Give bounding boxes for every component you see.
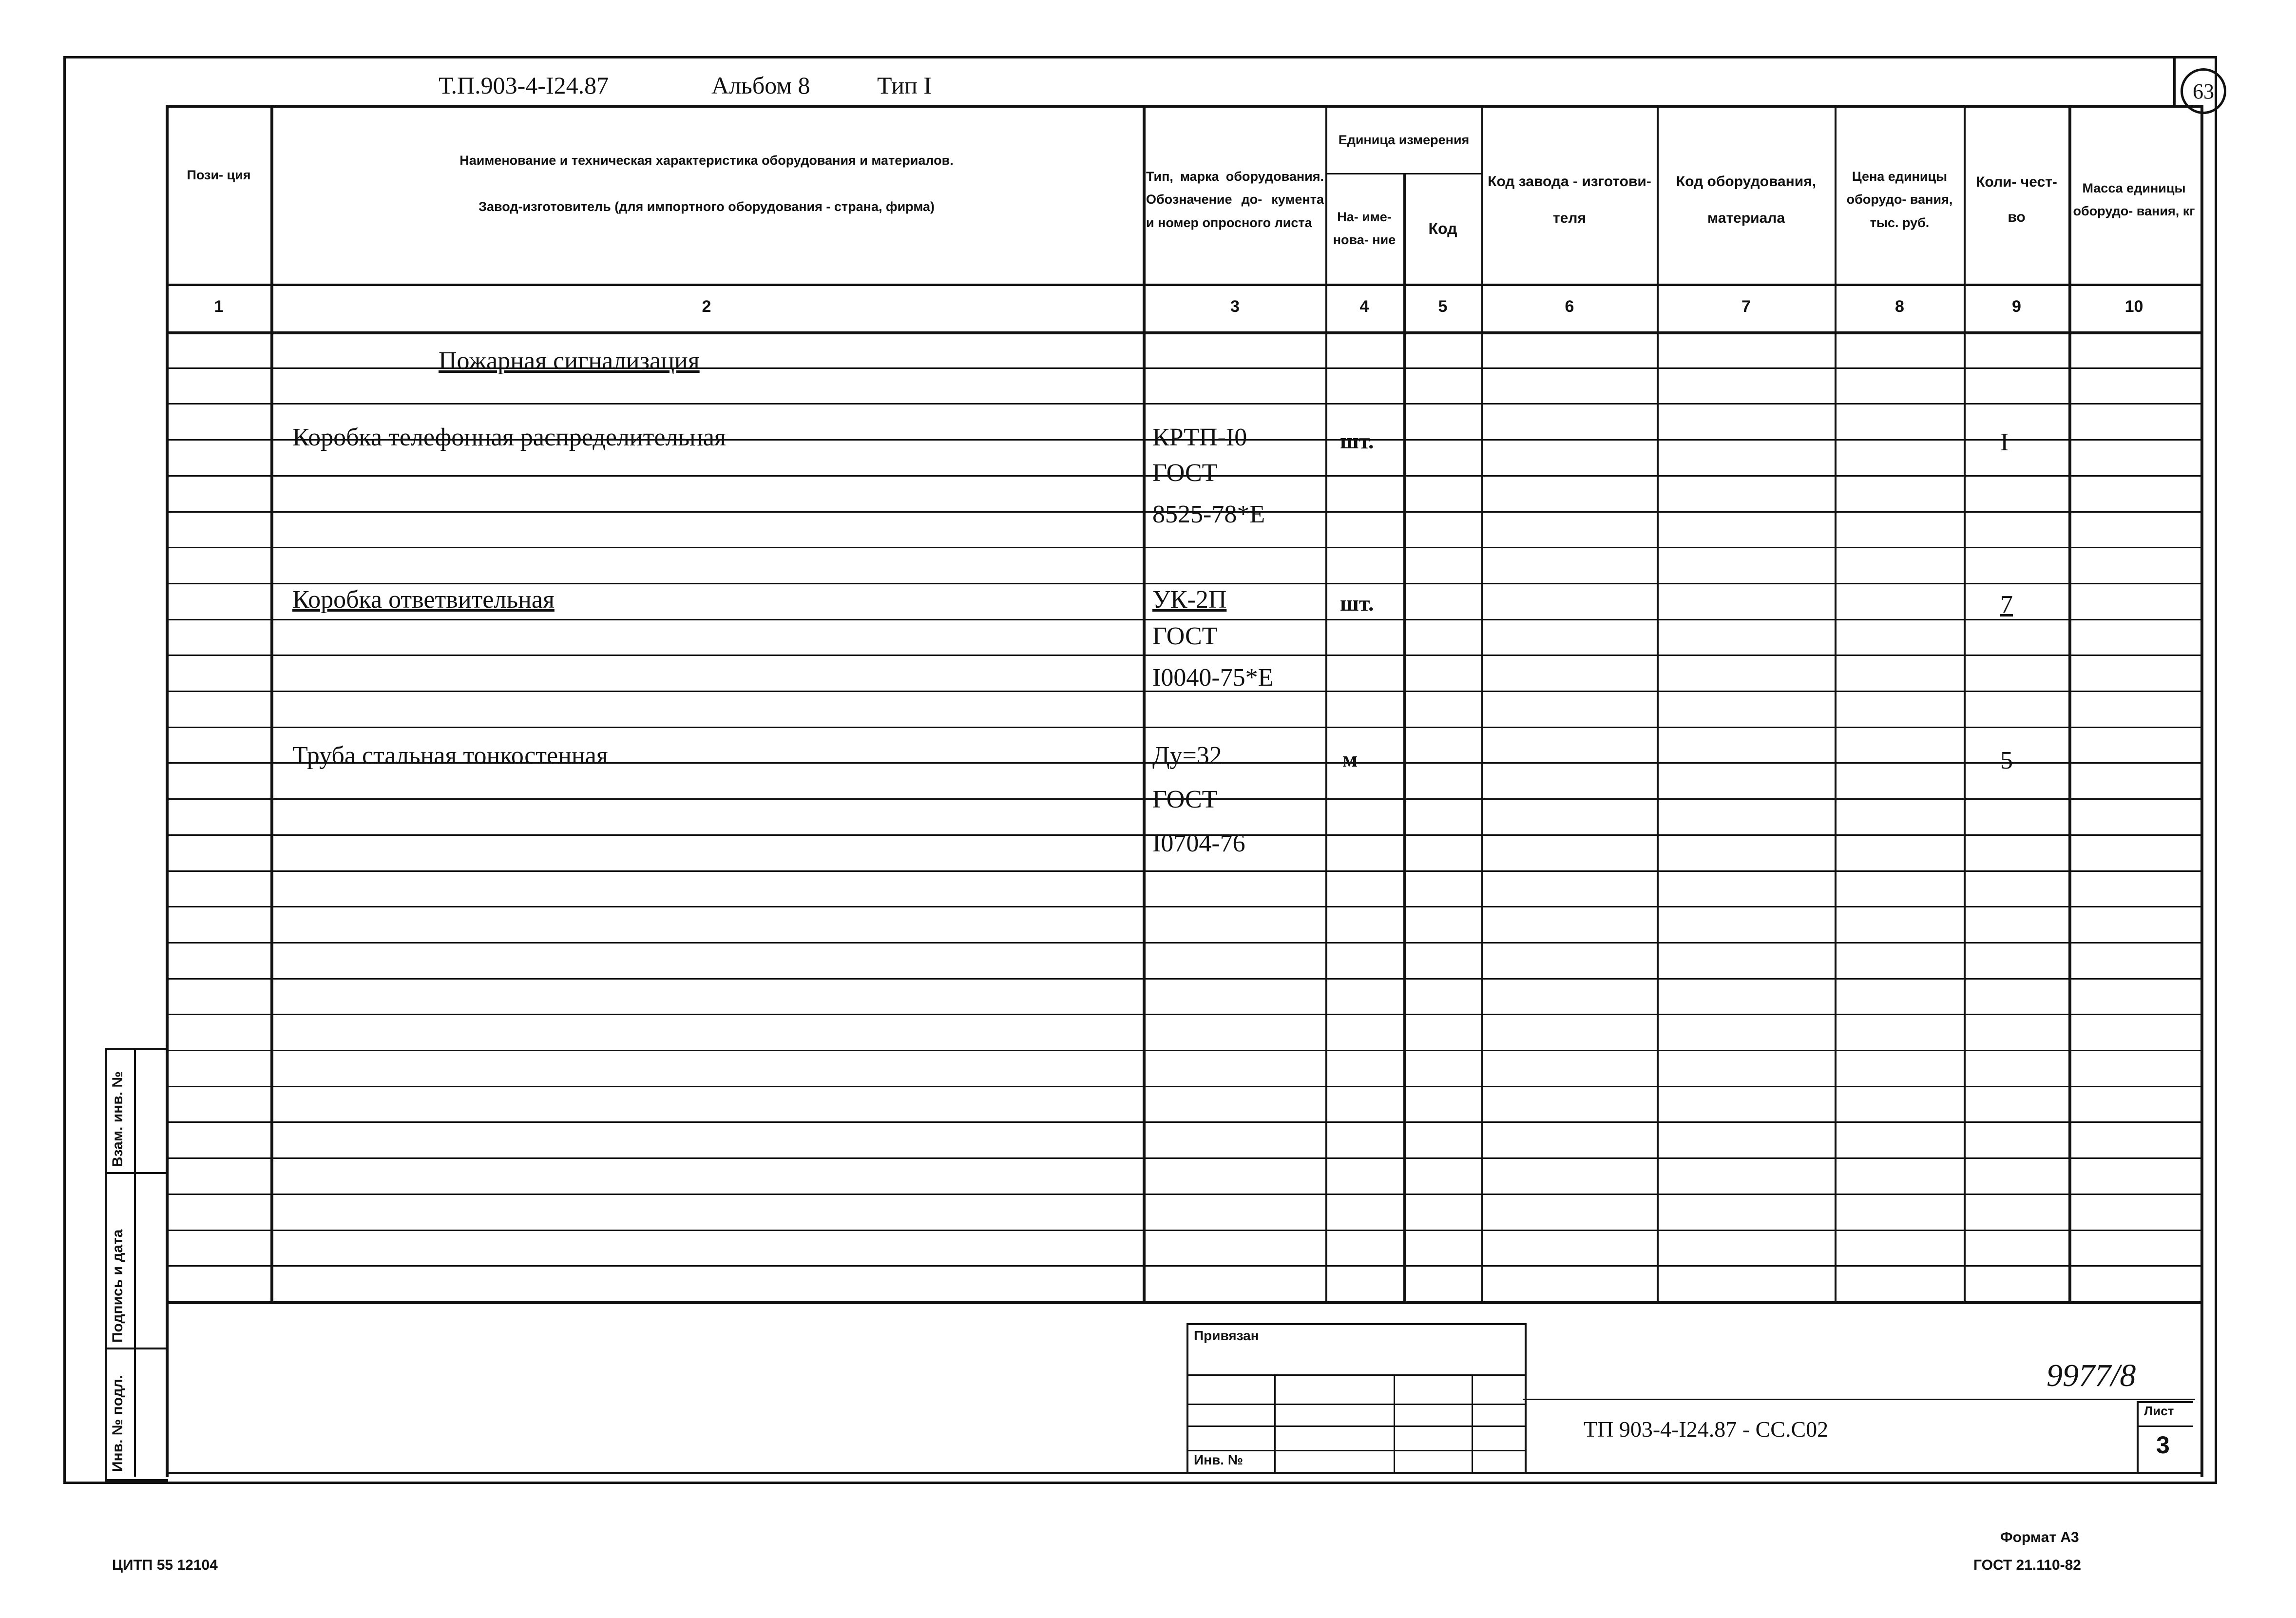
- row-separator: [166, 727, 2200, 728]
- row-separator: [166, 906, 2200, 907]
- item-mark: 8525-78*Е: [1152, 501, 1265, 528]
- item-name: Коробка телефонная распределительная: [292, 424, 726, 451]
- row-separator: [166, 655, 2200, 656]
- header-mass: Масса единицы оборудо- вания, кг: [2073, 180, 2195, 218]
- col-number: 4: [1359, 297, 1369, 316]
- row-separator: [166, 1050, 2200, 1051]
- header-unit-name: На- име- нова- ние: [1333, 209, 1396, 247]
- header-price: Цена единицы оборудо- вания, тыс. руб.: [1846, 169, 1953, 230]
- row-separator: [166, 1121, 2200, 1123]
- title-album: Альбом 8: [711, 72, 810, 99]
- col-number: 2: [702, 297, 711, 316]
- header-unit-code: Код: [1428, 220, 1457, 237]
- header-position: Пози- ция: [187, 168, 251, 183]
- section-title: Пожарная сигнализация: [439, 347, 700, 375]
- item-name: Коробка ответвительная: [292, 586, 555, 614]
- item-mark: I0704-76: [1152, 829, 1245, 857]
- sheet-badge-number: 63: [2193, 79, 2214, 103]
- col-number: 8: [1895, 297, 1904, 316]
- row-separator: [166, 1265, 2200, 1267]
- header-name-line1: Наименование и техническая характеристика оборудования и материалов.: [459, 153, 954, 168]
- item-mark: ГОСТ: [1152, 622, 1218, 650]
- item-mark: Ду=32: [1152, 742, 1222, 770]
- header-bottom-line: [166, 284, 2200, 286]
- sheet-badge: [2181, 68, 2226, 114]
- item-mark: УК-2П: [1152, 586, 1227, 614]
- item-unit: шт.: [1340, 428, 1374, 453]
- item-unit: м: [1342, 747, 1358, 771]
- row-separator: [166, 619, 2200, 620]
- footer-format: Формат А3: [2000, 1529, 2079, 1545]
- table-bottom-line: [166, 1301, 2200, 1304]
- row-separator: [166, 583, 2200, 584]
- header-quantity: Коли- чест- во: [1976, 174, 2057, 225]
- col-number: 5: [1438, 297, 1448, 316]
- header-equipment-code: Код оборудования, материала: [1676, 173, 1817, 226]
- item-mark: КРТП-I0: [1152, 424, 1247, 451]
- stamp-bottom-line: [166, 1472, 2200, 1474]
- side-vzam-inv: Взам. инв. №: [110, 1071, 126, 1167]
- footer-gost: ГОСТ 21.110-82: [1973, 1557, 2081, 1573]
- list-number: 3: [2156, 1431, 2170, 1459]
- privyazan-label: Привязан: [1194, 1328, 1259, 1343]
- col-number: 3: [1230, 297, 1240, 316]
- row-separator: [166, 547, 2200, 548]
- item-qty: 5: [2000, 747, 2013, 774]
- item-name: Труба стальная тонкостенная: [292, 742, 608, 770]
- handwritten-number: 9977/8: [2047, 1358, 2136, 1393]
- row-separator: [166, 1194, 2200, 1195]
- row-separator: [166, 1157, 2200, 1159]
- item-mark: ГОСТ: [1152, 459, 1218, 487]
- row-separator: [166, 942, 2200, 944]
- row-separator: [166, 1086, 2200, 1087]
- title-code: Т.П.903-4-I24.87: [439, 72, 609, 99]
- list-label: Лист: [2144, 1404, 2174, 1418]
- side-inv-podl: Инв. № подл.: [110, 1374, 126, 1472]
- row-separator: [166, 1014, 2200, 1015]
- item-qty: 7: [2000, 591, 2013, 618]
- row-separator: [166, 978, 2200, 980]
- col-number: 1: [214, 297, 224, 316]
- item-mark: ГОСТ: [1152, 786, 1218, 813]
- title-type: Тип I: [877, 72, 932, 99]
- header-type-mark: Тип, марка оборудования. Обозначение до- кумента и номер опросного листа: [1146, 169, 1324, 230]
- col-line: [1403, 173, 1406, 1301]
- item-unit: шт.: [1340, 591, 1374, 616]
- header-unit-group: Единица измерения: [1338, 132, 1470, 147]
- col-number: 6: [1565, 297, 1574, 316]
- row-separator: [166, 1230, 2200, 1231]
- numbers-bottom-line: [166, 331, 2200, 334]
- doc-code: ТП 903-4-I24.87 - СС.С02: [1584, 1417, 1829, 1442]
- row-separator: [166, 403, 2200, 404]
- header-name-line2: Завод-изготовитель (для импортного оборудования - страна, фирма): [478, 199, 935, 214]
- col-number: 9: [2012, 297, 2021, 316]
- inv-no-label: Инв. №: [1194, 1452, 1244, 1467]
- header-factory-code: Код завода - изготови- теля: [1488, 173, 1651, 226]
- footer-left: ЦИТП 55 12104: [112, 1557, 218, 1573]
- item-qty: I: [2000, 428, 2009, 456]
- item-mark: I0040-75*Е: [1152, 664, 1274, 692]
- row-separator: [166, 870, 2200, 872]
- side-podpis-data: Подпись и дата: [110, 1229, 126, 1343]
- col-number: 10: [2124, 297, 2143, 316]
- col-number: 7: [1741, 297, 1751, 316]
